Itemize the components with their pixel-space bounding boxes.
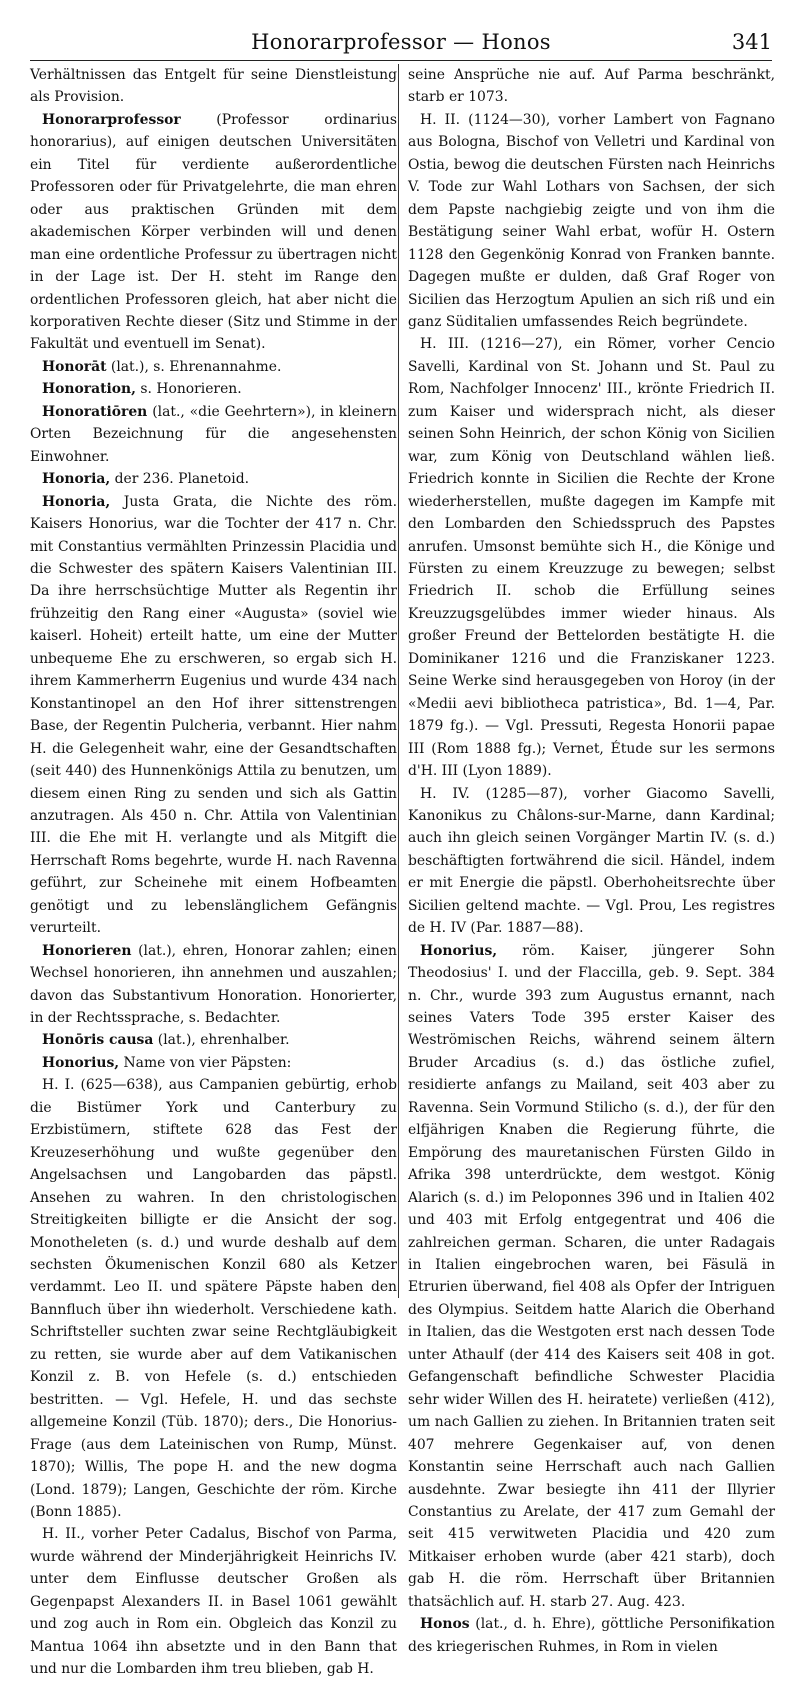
article-paragraph [408,1613,775,1658]
article-paragraph [30,940,397,1030]
article-paragraph [30,1074,397,1523]
article-paragraph [408,783,775,940]
paragraph-text: seine Ansprüche nie auf. Auf Parma beschränkt, starb er 1073. [408,67,775,106]
paragraph-text: (lat., «die Geehrtern»), in kleinern Orten Bezeichnung für die angesehensten Einwohner. [30,403,397,465]
left-column [30,64,397,1681]
column-divider [398,64,399,1298]
headword: Honoria, [42,471,111,488]
headword: Honorius, [420,942,498,959]
article-paragraph [30,1029,397,1051]
headword: Honos [420,1616,470,1633]
paragraph-text: H. IV. (1285—87), vorher Giacomo Savelli, Kanonikus zu Châlons-sur-Marne, dann Kardinal; auch ihn gleich seinen Vorgänger Martin IV. (s. d.) beschäftigten fortwährend die sicil. Händel, indem er mit Energie die päpstl. Oberhoheitsrechte über Sicilien geltend machte. — Vgl. Prou, Les registres de H. IV (Par. 1887—88). [408,785,775,937]
headword: Honoria, [42,493,111,510]
paragraph-text: (lat., d. h. Ehre), göttliche Personifikation des kriegerischen Ruhmes, in Rom in vielen [408,1616,775,1655]
paragraph-text: Verhältnissen das Entgelt für seine Dienstleistung als Provision. [30,67,397,106]
paragraph-text: H. I. (625—638), aus Campanien gebürtig, erhob die Bistümer York und Canterbury zu Erzbistümern, stiftete 628 das Fest der Kreuzeserhöhung und wußte gegenüber den Angelsachsen und Langobarden das päpstl. Ansehen zu wahren. In den christologischen Streitigkeiten billigte er die Ansicht der sog. Monotheleten (s. d.) und wurde deshalb auf dem sechsten Ökumenischen Konzil 680 als Ketzer verdammt. Leo II. und spätere Päpste haben den Bannfluch über ihn wiederholt. Verschiedene kath. Schriftsteller suchten zwar seine Rechtgläubigkeit zu retten, sie wurde aber auf dem Vatikanischen Konzil z. B. von Hefele (s. d.) entschieden bestritten. — Vgl. Hefele, H. und das sechste allgemeine Konzil (Tüb. 1870); ders., Die Honorius-Frage (aus dem Lateinischen von Rump, Münst. 1870); Willis, The pope H. and the new dogma (Lond. 1879); Langen, Geschichte der röm. Kirche (Bonn 1885). [30,1077,397,1520]
paragraph-text: der 236. Planetoid. [110,471,250,488]
right-column [408,64,775,1658]
headword: Honorieren [42,942,132,959]
paragraph-text: H. III. (1216—27), ein Römer, vorher Cencio Savelli, Kardinal von St. Johann und St. Paul zu Rom, Nachfolger Innocenz' III., krönte Friedrich II. zum Kaiser und widersprach nicht, als dieser seinen Sohn Heinrich, der schon König von Sicilien war, zum König von Deutschland wählen ließ. Friedrich konnte in Sicilien die Rechte der Krone wiederherstellen, mußte dagegen im Kampfe mit den Lombarden den Schiedsspruch des Papstes anrufen. Umsonst bemühte sich H., die Könige und Fürsten zu einem Kreuzzuge zu bewegen; selbst Friedrich II. schob die Erfüllung seines Kreuzzugsgelübdes immer wieder hinaus. Als großer Freund der Bettelorden bestätigte H. die Dominikaner 1216 und die Franziskaner 1223. Seine Werke sind herausgegeben von Horoy (in der «Medii aevi bibliotheca patristica», Bd. 1—4, Par. 1879 fg.). — Vgl. Pressuti, Regesta Honorii papae III (Rom 1888 fg.); Vernet, Étude sur les sermons d'H. III (Lyon 1889). [408,336,775,780]
paragraph-text: (Professor ordinarius honorarius), auf einigen deutschen Universitäten ein Titel für verdiente außerordentliche Professoren oder für Privatgelehrte, die man ehren oder aus praktischen Gründen mit dem akademischen Körper verbinden will und denen man eine ordentliche Professur zu übertragen nicht in der Lage ist. Der H. steht im Range den ordentlichen Professoren gleich, hat aber nicht die korporativen Rechte dieser (Sitz und Stimme in der Fakultät und eventuell im Senat). [30,111,397,353]
page-number: 341 [731,30,772,54]
paragraph-text: Name von vier Päpsten: [119,1054,292,1071]
headword: Honorarprofessor [42,111,181,128]
headword: Honorāt [42,358,107,375]
paragraph-text: H. II., vorher Peter Cadalus, Bischof von Parma, wurde während der Minderjährigkeit Heinrichs IV. unter dem Einflusse deutscher Großen als Gegenpapst Alexanders II. in Basel 1061 gewählt und zog auch in Rom ein. Obgleich das Konzil zu Mantua 1064 ihn absetzte und in den Bann that und nur die Lombarden ihm treu blieben, gab H. [30,1526,397,1678]
article-paragraph [408,64,775,109]
article-paragraph [30,491,397,940]
article-paragraph [30,356,397,378]
article-paragraph [30,468,397,490]
article-paragraph [30,401,397,468]
article-paragraph [408,109,775,334]
headword: Honorius, [42,1054,120,1071]
article-paragraph [408,333,775,782]
paragraph-text: H. II. (1124—30), vorher Lambert von Fagnano aus Bologna, Bischof von Velletri und Kardinal von Ostia, bewog die deutschen Fürsten nach Heinrichs V. Tode zur Wahl Lothars von Sachsen, der sich dem Papste nachgiebig zeigte und von ihm die Bestätigung seiner Wahl erbat, wofür H. Ostern 1128 den Gegenkönig Konrad von Franken bannte. Dagegen mußte er dulden, daß Graf Roger von Sicilien das Herzogtum Apulien an sich riß und ein ganz Süditalien umfassendes Reich begründete. [408,111,775,330]
headword: Honoratiōren [42,403,148,420]
running-title: Honorarprofessor — Honos [251,30,551,54]
paragraph-text: Justa Grata, die Nichte des röm. Kaisers Honorius, war die Tochter der 417 n. Chr. mit Constantius vermählten Prinzessin Placidia und die Schwester des spätern Kaisers Valentinian III. Da ihre herrschsüchtige Mutter als Regentin ihr frühzeitig den Rang einer «Augusta» (soviel wie kaiserl. Hoheit) erteilt hatte, um eine der Mutter unbequeme Ehe zu erschweren, so ergab sich H. ihrem Kammerherrn Eugenius und wurde 434 nach Konstantinopel an den Hof ihrer sittenstrengen Base, der Regentin Pulcheria, verbannt. Hier nahm H. die Gelegenheit wahr, eine der Gesandtschaften (seit 440) des Hunnenkönigs Attila zu benutzen, um diesem einen Ring zu senden und sich als Gattin anzutragen. Als 450 n. Chr. Attila von Valentinian III. die Ehe mit H. verlangte und als Mitgift die Herrschaft Roms begehrte, wurde H. nach Ravenna geführt, zur Scheinehe mit einem Hofbeamten genötigt und zu lebenslänglichem Gefängnis verurteilt. [30,493,397,937]
paragraph-text: (lat.), ehrenhalber. [153,1032,290,1049]
paragraph-text: röm. Kaiser, jüngerer Sohn Theodosius' I. und der Flaccilla, geb. 9. Sept. 384 n. Chr., wurde 393 zum Augustus ernannt, nach seines Vaters Tode 395 erster Kaiser des Weströmischen Reichs, während seinem ältern Bruder Arcadius (s. d.) das östliche zufiel, residierte anfangs zu Mailand, seit 403 aber zu Ravenna. Sein Vormund Stilicho (s. d.), der für den elfjährigen Knaben die Regierung führte, die Empörung des mauretanischen Fürsten Gildo in Afrika 398 unterdrückte, dem westgot. König Alarich (s. d.) im Peloponnes 396 und in Italien 402 und 403 mit Erfolg entgegentrat und 406 die zahlreichen german. Scharen, die unter Radagais in Italien eingebrochen waren, bei Fäsulä in Etrurien überwand, fiel 408 als Opfer der Intriguen des Olympius. Seitdem hatte Alarich die Oberhand in Italien, das die Westgoten erst nach dessen Tode unter Athaulf (der 414 des Kaisers seit 408 in got. Gefangenschaft befindliche Schwester Placidia sehr wider Willen des H. heiratete) verließen (412), um nach Gallien zu ziehen. In Britannien traten seit 407 mehrere Gegenkaiser auf, von denen Konstantin seine Herrschaft auch nach Gallien ausdehnte. Zwar besiegte ihn 411 der Illyrier Constantius zu Arelate, der 417 zum Gemahl der seit 415 verwitweten Placidia und 420 zum Mitkaiser erhoben wurde (aber 421 starb), doch gab H. die röm. Herrschaft über Britannien thatsächlich auf. H. starb 27. Aug. 423. [408,942,775,1610]
paragraph-text: (lat.), ehren, Honorar zahlen; einen Wechsel honorieren, ihn annehmen und auszahlen; davon das Substantivum Honoration. Honorierter, in der Rechtssprache, s. Bedachter. [30,942,397,1027]
article-paragraph [30,1052,397,1074]
article-paragraph [30,64,397,109]
headword: Honōris causa [42,1032,154,1049]
paragraph-text: (lat.), s. Ehrenannahme. [106,358,282,375]
paragraph-text: s. Honorieren. [135,381,242,398]
running-header [30,30,772,58]
article-paragraph [30,1523,397,1680]
article-paragraph [408,940,775,1614]
article-paragraph [30,109,397,356]
headword: Honoration, [42,381,136,398]
article-paragraph [30,378,397,400]
header-rule [30,60,772,61]
